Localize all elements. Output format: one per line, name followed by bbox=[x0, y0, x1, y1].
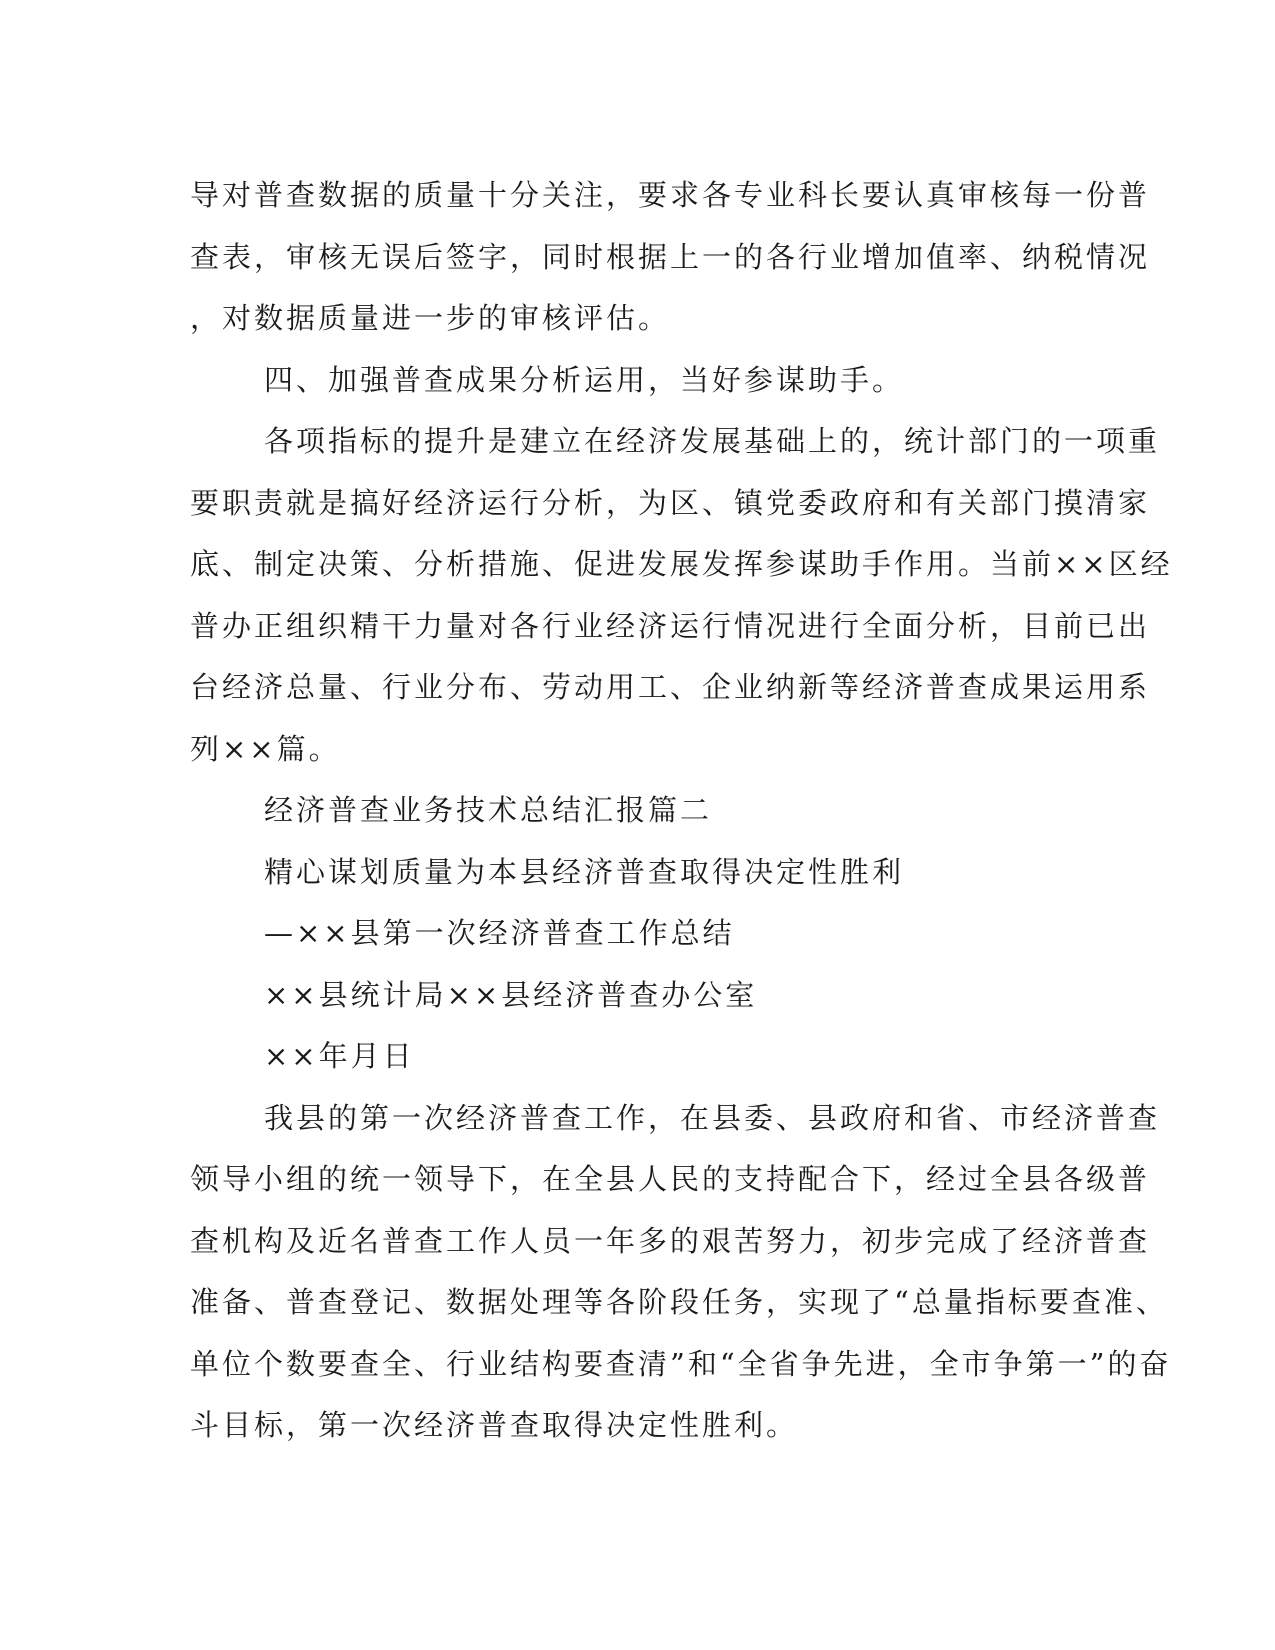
text-line: 查表，审核无误后签字，同时根据上一的各行业增加值率、纳税情况 bbox=[190, 239, 1151, 274]
text-line: 列××篇。 bbox=[190, 731, 341, 766]
article-heading: 经济普查业务技术总结汇报篇二 bbox=[264, 793, 713, 827]
document-body bbox=[190, 165, 1173, 1457]
text-line: 我县的第一次经济普查工作，在县委、县政府和省、市经济普查 bbox=[264, 1100, 1161, 1135]
text-line: 单位个数要查全、行业结构要查清”和“全省争先进，全市争第一”的奋 bbox=[190, 1346, 1172, 1381]
text-line: ，对数据质量进一步的审核评估。 bbox=[190, 301, 671, 335]
text-line: 台经济总量、行业分布、劳动用工、企业纳新等经济普查成果运用系 bbox=[190, 670, 1151, 704]
text-line: 底、制定决策、分析措施、促进发展发挥参谋助手作用。当前××区经 bbox=[190, 547, 1173, 581]
text-line: 普办正组织精干力量对各行业经济运行情况进行全面分析，目前已出 bbox=[190, 608, 1151, 643]
article-title: 精心谋划质量为本县经济普查取得决定性胜利 bbox=[264, 854, 905, 889]
text-line: 导对普查数据的质量十分关注，要求各专业科长要认真审核每一份普 bbox=[190, 178, 1151, 212]
text-line: 各项指标的提升是建立在经济发展基础上的，统计部门的一项重 bbox=[264, 424, 1161, 458]
text-line: 领导小组的统一领导下，在全县人民的支持配合下，经过全县各级普 bbox=[190, 1162, 1151, 1196]
article-date: ××年月日 bbox=[264, 1039, 415, 1073]
text-line: 查机构及近名普查工作人员一年多的艰苦努力，初步完成了经济普查 bbox=[190, 1223, 1151, 1258]
section-heading: 四、加强普查成果分析运用，当好参谋助手。 bbox=[264, 362, 905, 397]
article-author: ××县统计局××县经济普查办公室 bbox=[264, 977, 758, 1012]
text-line: 准备、普查登记、数据处理等各阶段任务，实现了“总量指标要查准、 bbox=[190, 1285, 1168, 1319]
text-line: 斗目标，第一次经济普查取得决定性胜利。 bbox=[190, 1408, 799, 1442]
article-subtitle: —××县第一次经济普查工作总结 bbox=[264, 916, 735, 950]
text-line: 要职责就是搞好经济运行分析，为区、镇党委政府和有关部门摸清家 bbox=[190, 485, 1151, 520]
